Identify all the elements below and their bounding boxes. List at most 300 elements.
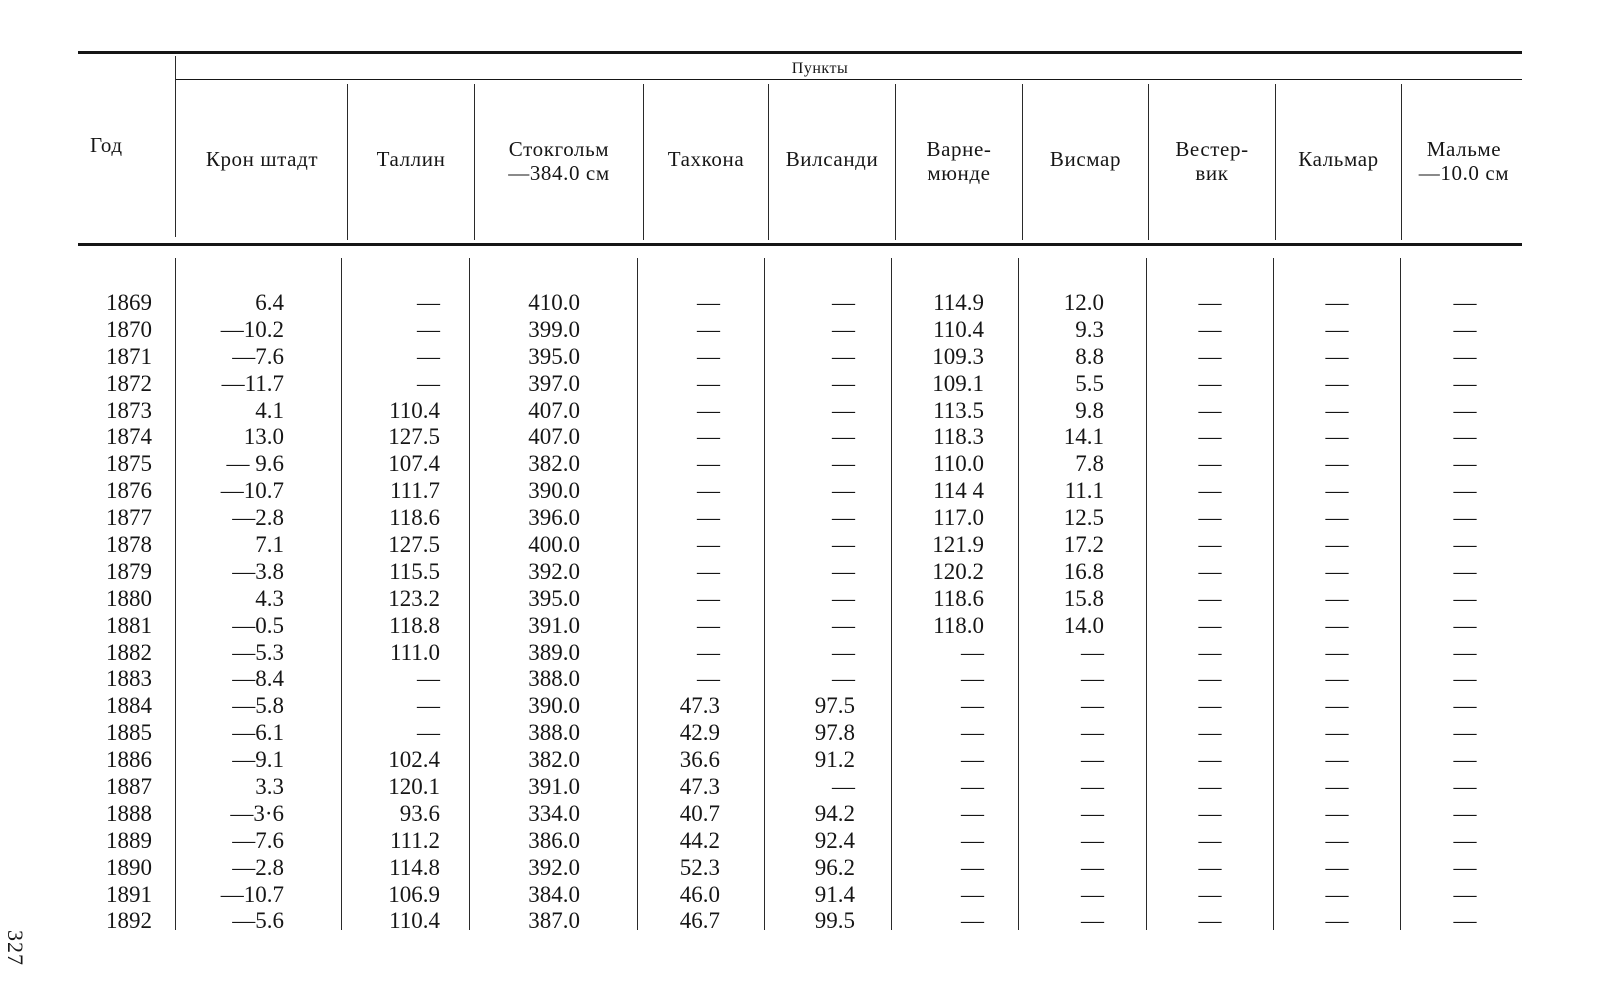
vilsandi-cell: —: [832, 290, 855, 315]
takhkona-column: [660, 290, 720, 935]
vismar-cell: —: [1081, 827, 1104, 853]
header-divider: [1022, 84, 1023, 240]
kronshtadt-cell: —6.1: [232, 720, 284, 746]
varnemunde-cell: —: [961, 720, 984, 746]
year-column: [88, 290, 152, 935]
kalmar-cell: —: [1325, 693, 1349, 719]
stokgolm-cell: 388.0: [528, 666, 580, 692]
malme-cell: —: [1453, 827, 1477, 853]
kalmar-cell: —: [1325, 666, 1349, 692]
year-cell: 1872: [106, 370, 152, 396]
vismar-cell: 5.5: [1075, 370, 1104, 396]
tallin-cell: —: [417, 693, 440, 719]
vismar-cell: —: [1081, 720, 1104, 746]
vestervik-cell: —: [1198, 720, 1222, 746]
vismar-column: [1038, 290, 1104, 935]
header-divider: [1401, 84, 1402, 240]
vestervik-cell: —: [1198, 505, 1222, 531]
kalmar-cell: —: [1325, 505, 1349, 531]
vestervik-cell: —: [1198, 370, 1222, 396]
kalmar-cell: —: [1325, 800, 1349, 826]
kronshtadt-cell: —10.7: [220, 881, 284, 907]
malme-cell: —: [1453, 585, 1477, 611]
vestervik-cell: —: [1198, 585, 1222, 611]
header-divider: [175, 56, 176, 237]
header-divider: [1148, 84, 1149, 240]
vilsandi-cell: 96.2: [814, 854, 855, 880]
vilsandi-cell: —: [832, 639, 855, 665]
tallin-cell: 111.0: [389, 639, 440, 665]
tallin-cell: 127.5: [388, 532, 440, 558]
vestervik-cell: —: [1198, 424, 1222, 450]
vismar-cell: 9.3: [1075, 316, 1104, 342]
varnemunde-cell: —: [961, 881, 984, 907]
malme-cell: —: [1453, 343, 1477, 369]
takhkona-cell: —: [697, 316, 720, 342]
vilsandi-cell: —: [832, 316, 855, 342]
vismar-cell: 12.0: [1063, 290, 1104, 315]
vestervik-cell: —: [1198, 881, 1222, 907]
malme-cell: —: [1453, 774, 1477, 800]
column-header-vilsandi: Вилсанди: [785, 147, 879, 171]
year-cell: 1870: [106, 316, 152, 342]
malme-cell: —: [1453, 505, 1477, 531]
vestervik-cell: —: [1198, 908, 1222, 934]
year-cell: 1888: [106, 800, 152, 826]
stokgolm-cell: 407.0: [528, 424, 580, 450]
kronshtadt-cell: —5.3: [232, 639, 284, 665]
year-cell: 1874: [106, 424, 152, 450]
column-header-vismar: Висмар: [1049, 147, 1122, 171]
kronshtadt-cell: —3·6: [230, 800, 284, 826]
year-cell: 1883: [106, 666, 152, 692]
malme-cell: —: [1453, 558, 1477, 584]
year-cell: 1891: [106, 881, 152, 907]
tallin-cell: —: [417, 316, 440, 342]
malme-cell: —: [1453, 316, 1477, 342]
column-header-takhkona: Тахкона: [667, 147, 745, 171]
kronshtadt-cell: —5.6: [232, 908, 284, 934]
page-number: 327: [3, 930, 28, 966]
column-header-tallin: Таллин: [376, 147, 446, 171]
header-bottom-rule: [78, 243, 1522, 246]
takhkona-cell: —: [697, 532, 720, 558]
malme-cell: —: [1453, 612, 1477, 638]
takhkona-cell: —: [697, 290, 720, 315]
column-header-vestervik: Вестер- вик: [1175, 137, 1249, 185]
malme-cell: —: [1453, 908, 1477, 934]
vismar-cell: 16.8: [1063, 558, 1104, 584]
vismar-cell: —: [1081, 908, 1104, 934]
kalmar-cell: —: [1325, 290, 1349, 315]
kalmar-cell: —: [1325, 532, 1349, 558]
tallin-cell: 106.9: [388, 881, 440, 907]
kronshtadt-cell: —7.6: [232, 827, 284, 853]
body-divider: [637, 258, 638, 930]
vestervik-cell: —: [1198, 693, 1222, 719]
year-cell: 1869: [106, 290, 152, 315]
column-header-varnemunde: Варне- мюнде: [926, 137, 992, 185]
points-group-header: Пункты: [791, 60, 849, 77]
varnemunde-cell: —: [961, 827, 984, 853]
vestervik-cell: —: [1198, 774, 1222, 800]
malme-cell: —: [1453, 397, 1477, 423]
kalmar-cell: —: [1325, 720, 1349, 746]
kronshtadt-cell: —3.8: [232, 558, 284, 584]
column-header-malme: Мальме —10.0 см: [1418, 137, 1510, 185]
vilsandi-cell: —: [832, 397, 855, 423]
takhkona-cell: —: [697, 585, 720, 611]
vilsandi-cell: 99.5: [814, 908, 855, 934]
vilsandi-column: [795, 290, 855, 935]
takhkona-cell: 40.7: [679, 800, 720, 826]
kalmar-cell: —: [1325, 774, 1349, 800]
malme-cell: —: [1453, 478, 1477, 504]
stokgolm-cell: 396.0: [528, 505, 580, 531]
header-divider: [1275, 84, 1276, 240]
vilsandi-cell: 92.4: [814, 827, 855, 853]
tallin-cell: 111.7: [389, 478, 440, 504]
takhkona-cell: 42.9: [679, 720, 720, 746]
year-cell: 1889: [106, 827, 152, 853]
kronshtadt-cell: —8.4: [232, 666, 284, 692]
body-divider: [1146, 258, 1147, 930]
takhkona-cell: —: [697, 424, 720, 450]
kronshtadt-cell: —10.2: [220, 316, 284, 342]
vilsandi-cell: 94.2: [814, 800, 855, 826]
kalmar-cell: —: [1325, 343, 1349, 369]
vilsandi-cell: 97.8: [814, 720, 855, 746]
takhkona-cell: —: [697, 451, 720, 477]
vestervik-cell: —: [1198, 532, 1222, 558]
year-cell: 1892: [106, 908, 152, 934]
kalmar-cell: —: [1325, 397, 1349, 423]
header-divider: [474, 84, 475, 240]
vismar-cell: —: [1081, 747, 1104, 773]
kalmar-cell: —: [1325, 585, 1349, 611]
year-cell: 1879: [106, 558, 152, 584]
body-divider: [175, 258, 176, 930]
stokgolm-cell: 390.0: [528, 693, 580, 719]
varnemunde-cell: 110.4: [933, 316, 984, 342]
kalmar-cell: —: [1325, 612, 1349, 638]
stokgolm-cell: 400.0: [528, 532, 580, 558]
tallin-cell: 107.4: [388, 451, 440, 477]
vilsandi-cell: —: [832, 774, 855, 800]
vismar-cell: —: [1081, 693, 1104, 719]
vestervik-cell: —: [1198, 316, 1222, 342]
vilsandi-cell: —: [832, 612, 855, 638]
takhkona-cell: 52.3: [679, 854, 720, 880]
malme-cell: —: [1453, 424, 1477, 450]
tallin-cell: —: [417, 666, 440, 692]
malme-cell: —: [1453, 666, 1477, 692]
takhkona-cell: 44.2: [679, 827, 720, 853]
kalmar-cell: —: [1325, 827, 1349, 853]
varnemunde-cell: —: [961, 854, 984, 880]
malme-cell: —: [1453, 747, 1477, 773]
year-cell: 1877: [106, 505, 152, 531]
header-divider: [643, 84, 644, 240]
stokgolm-cell: 392.0: [528, 854, 580, 880]
malme-cell: —: [1453, 639, 1477, 665]
body-divider: [1018, 258, 1019, 930]
stokgolm-cell: 391.0: [528, 774, 580, 800]
vestervik-cell: —: [1198, 451, 1222, 477]
kronshtadt-cell: —0.5: [232, 612, 284, 638]
takhkona-cell: 46.0: [679, 881, 720, 907]
vismar-cell: —: [1081, 774, 1104, 800]
vestervik-cell: —: [1198, 854, 1222, 880]
stokgolm-cell: 334.0: [528, 800, 580, 826]
vismar-cell: —: [1081, 854, 1104, 880]
vestervik-cell: —: [1198, 343, 1222, 369]
year-cell: 1887: [106, 774, 152, 800]
vismar-cell: 9.8: [1075, 397, 1104, 423]
varnemunde-cell: —: [961, 800, 984, 826]
kalmar-cell: —: [1325, 747, 1349, 773]
stokgolm-cell: 410.0: [528, 290, 580, 315]
body-divider: [891, 258, 892, 930]
vestervik-cell: —: [1198, 290, 1222, 315]
vismar-cell: 7.8: [1075, 451, 1104, 477]
year-cell: 1875: [106, 451, 152, 477]
header-divider: [347, 84, 348, 240]
tallin-cell: 118.6: [389, 505, 440, 531]
vismar-cell: 11.1: [1064, 478, 1104, 504]
takhkona-cell: 47.3: [679, 774, 720, 800]
kalmar-column: [1307, 290, 1367, 935]
tallin-cell: 110.4: [389, 908, 440, 934]
takhkona-cell: —: [697, 639, 720, 665]
kronshtadt-cell: —10.7: [220, 478, 284, 504]
year-cell: 1878: [106, 532, 152, 558]
vilsandi-cell: 91.2: [814, 747, 855, 773]
kalmar-cell: —: [1325, 908, 1349, 934]
tallin-cell: 118.8: [389, 612, 440, 638]
stokgolm-cell: 395.0: [528, 343, 580, 369]
takhkona-cell: —: [697, 666, 720, 692]
malme-cell: —: [1453, 451, 1477, 477]
body-divider: [1273, 258, 1274, 930]
kalmar-cell: —: [1325, 854, 1349, 880]
vilsandi-cell: 91.4: [814, 881, 855, 907]
vilsandi-cell: —: [832, 424, 855, 450]
varnemunde-cell: 110.0: [933, 451, 984, 477]
varnemunde-cell: 118.3: [933, 424, 984, 450]
varnemunde-cell: 118.0: [933, 612, 984, 638]
kalmar-cell: —: [1325, 881, 1349, 907]
vestervik-cell: —: [1198, 612, 1222, 638]
vismar-cell: 14.0: [1063, 612, 1104, 638]
kronshtadt-cell: —7.6: [232, 343, 284, 369]
stokgolm-cell: 387.0: [528, 908, 580, 934]
vestervik-cell: —: [1198, 639, 1222, 665]
kalmar-cell: —: [1325, 451, 1349, 477]
vestervik-cell: —: [1198, 478, 1222, 504]
malme-cell: —: [1453, 800, 1477, 826]
year-cell: 1871: [106, 343, 152, 369]
body-divider: [469, 258, 470, 930]
takhkona-cell: 46.7: [679, 908, 720, 934]
vestervik-cell: —: [1198, 747, 1222, 773]
vilsandi-cell: —: [832, 451, 855, 477]
malme-cell: —: [1453, 370, 1477, 396]
varnemunde-cell: —: [961, 774, 984, 800]
stokgolm-cell: 386.0: [528, 827, 580, 853]
tallin-cell: —: [417, 370, 440, 396]
stokgolm-cell: 390.0: [528, 478, 580, 504]
varnemunde-cell: 114.9: [933, 290, 984, 315]
kronshtadt-cell: —2.8: [232, 854, 284, 880]
stokgolm-cell: 397.0: [528, 370, 580, 396]
vilsandi-cell: 97.5: [814, 693, 855, 719]
stokgolm-cell: 395.0: [528, 585, 580, 611]
takhkona-cell: 47.3: [679, 693, 720, 719]
takhkona-cell: 36.6: [679, 747, 720, 773]
kalmar-cell: —: [1325, 424, 1349, 450]
year-cell: 1881: [106, 612, 152, 638]
kalmar-cell: —: [1325, 478, 1349, 504]
header-divider: [768, 84, 769, 240]
takhkona-cell: —: [697, 505, 720, 531]
stokgolm-cell: 407.0: [528, 397, 580, 423]
kalmar-cell: —: [1325, 558, 1349, 584]
kronshtadt-cell: — 9.6: [226, 451, 284, 477]
column-header-kronshtadt: Крон штадт: [205, 147, 319, 171]
stokgolm-cell: 384.0: [528, 881, 580, 907]
year-cell: 1890: [106, 854, 152, 880]
vilsandi-cell: —: [832, 558, 855, 584]
vilsandi-cell: —: [832, 343, 855, 369]
varnemunde-cell: 118.6: [933, 585, 984, 611]
tallin-column: [362, 290, 440, 935]
tallin-cell: 123.2: [388, 585, 440, 611]
vestervik-cell: —: [1198, 827, 1222, 853]
tallin-cell: 111.2: [389, 827, 440, 853]
kalmar-cell: —: [1325, 370, 1349, 396]
vilsandi-cell: —: [832, 505, 855, 531]
stokgolm-cell: 391.0: [528, 612, 580, 638]
varnemunde-cell: 113.5: [933, 397, 984, 423]
kronshtadt-cell: 6.4: [255, 290, 284, 315]
vestervik-cell: —: [1198, 666, 1222, 692]
vismar-cell: —: [1081, 881, 1104, 907]
vilsandi-cell: —: [832, 478, 855, 504]
year-cell: 1884: [106, 693, 152, 719]
vilsandi-cell: —: [832, 370, 855, 396]
kronshtadt-cell: 3.3: [255, 774, 284, 800]
column-header-stokgolm: Стокгольм —384.0 см: [508, 137, 610, 185]
kronshtadt-cell: 7.1: [255, 532, 284, 558]
malme-cell: —: [1453, 693, 1477, 719]
vismar-cell: —: [1081, 800, 1104, 826]
vismar-cell: 12.5: [1063, 505, 1104, 531]
stokgolm-column: [504, 290, 580, 935]
vismar-cell: —: [1081, 639, 1104, 665]
kronshtadt-column: [192, 290, 284, 935]
vismar-cell: 14.1: [1063, 424, 1104, 450]
malme-column: [1435, 290, 1495, 935]
varnemunde-cell: 114 4: [933, 478, 984, 504]
year-cell: 1873: [106, 397, 152, 423]
stokgolm-cell: 389.0: [528, 639, 580, 665]
vilsandi-cell: —: [832, 666, 855, 692]
tallin-cell: 120.1: [388, 774, 440, 800]
year-cell: 1886: [106, 747, 152, 773]
body-divider: [341, 258, 342, 930]
takhkona-cell: —: [697, 558, 720, 584]
tallin-cell: 127.5: [388, 424, 440, 450]
header-divider: [895, 84, 896, 240]
vestervik-column: [1180, 290, 1240, 935]
kronshtadt-cell: —5.8: [232, 693, 284, 719]
stokgolm-cell: 382.0: [528, 747, 580, 773]
tallin-cell: 115.5: [389, 558, 440, 584]
stokgolm-cell: 382.0: [528, 451, 580, 477]
kronshtadt-cell: —9.1: [232, 747, 284, 773]
varnemunde-cell: —: [961, 666, 984, 692]
kronshtadt-cell: 13.0: [243, 424, 284, 450]
takhkona-cell: —: [697, 370, 720, 396]
takhkona-cell: —: [697, 612, 720, 638]
tallin-cell: 93.6: [399, 800, 440, 826]
malme-cell: —: [1453, 290, 1477, 315]
kalmar-cell: —: [1325, 316, 1349, 342]
year-cell: 1882: [106, 639, 152, 665]
vestervik-cell: —: [1198, 397, 1222, 423]
takhkona-cell: —: [697, 343, 720, 369]
tallin-cell: —: [417, 720, 440, 746]
malme-cell: —: [1453, 881, 1477, 907]
tallin-cell: —: [417, 290, 440, 315]
kronshtadt-cell: —2.8: [232, 505, 284, 531]
vismar-cell: 17.2: [1063, 532, 1104, 558]
varnemunde-cell: —: [961, 639, 984, 665]
vismar-cell: 15.8: [1063, 585, 1104, 611]
vilsandi-cell: —: [832, 532, 855, 558]
stokgolm-cell: 388.0: [528, 720, 580, 746]
vismar-cell: 8.8: [1075, 343, 1104, 369]
varnemunde-cell: —: [961, 693, 984, 719]
kronshtadt-cell: —11.7: [221, 370, 284, 396]
year-cell: 1880: [106, 585, 152, 611]
malme-cell: —: [1453, 854, 1477, 880]
varnemunde-cell: 109.1: [932, 370, 984, 396]
varnemunde-cell: 121.9: [932, 532, 984, 558]
varnemunde-column: [912, 290, 984, 935]
kronshtadt-cell: 4.3: [255, 585, 284, 611]
year-cell: 1885: [106, 720, 152, 746]
body-divider: [764, 258, 765, 930]
varnemunde-cell: 109.3: [932, 343, 984, 369]
takhkona-cell: —: [697, 478, 720, 504]
varnemunde-cell: 117.0: [933, 505, 984, 531]
varnemunde-cell: —: [961, 908, 984, 934]
malme-cell: —: [1453, 720, 1477, 746]
kronshtadt-cell: 4.1: [255, 397, 284, 423]
varnemunde-cell: —: [961, 747, 984, 773]
malme-cell: —: [1453, 532, 1477, 558]
column-header-kalmar: Кальмар: [1298, 147, 1379, 171]
stokgolm-cell: 399.0: [528, 316, 580, 342]
year-column-header: Год: [90, 133, 123, 157]
year-cell: 1876: [106, 478, 152, 504]
varnemunde-cell: 120.2: [932, 558, 984, 584]
tallin-cell: 114.8: [389, 854, 440, 880]
table-top-rule: [78, 51, 1522, 54]
vestervik-cell: —: [1198, 800, 1222, 826]
